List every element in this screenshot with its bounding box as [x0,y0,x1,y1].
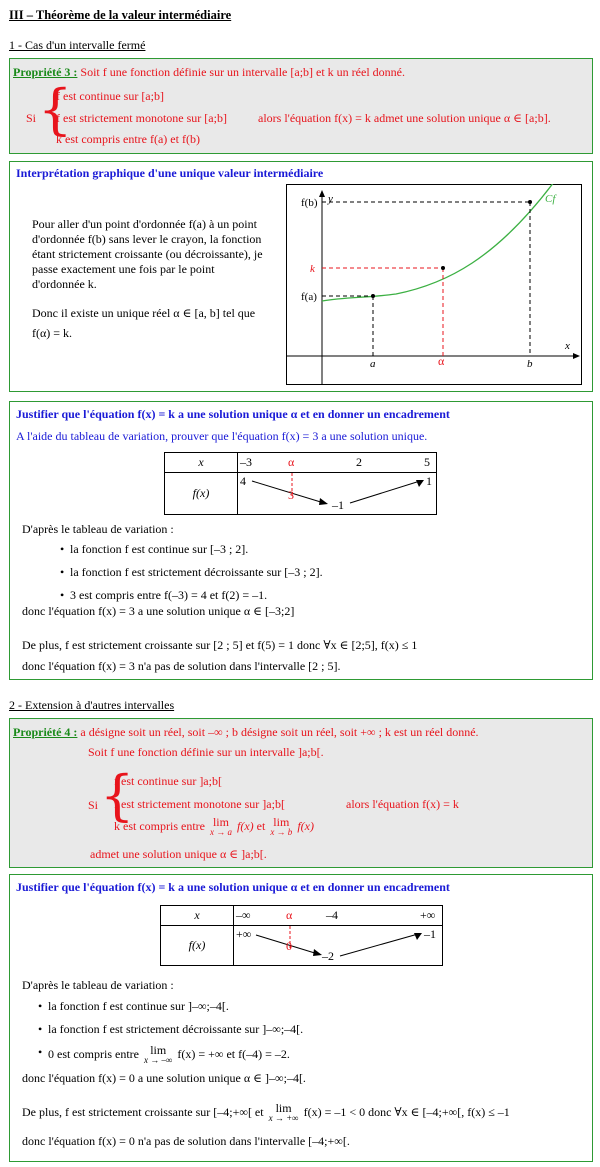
justification1-bullet-3: • 3 est compris entre f(–3) = 4 et f(2) = –1. [60,588,323,603]
vt1-fx-row [238,473,437,515]
justification-box-1 [9,401,593,680]
interpretation-paragraph1: Pour aller d'un point d'ordonnée f(a) à un point d'ordonnée f(b) sans lever le crayon, la fonction étant strictement croissante (ou décroissante), je passe exactement une fois par le point d'ordonnée k. [32,217,263,291]
a-tick-label: a [370,358,376,370]
property4-last-line: admet une solution unique α ∈ ]a;b[. [90,847,267,861]
fa-label: f(a) [301,291,317,303]
justification2-conclusion1: donc l'équation f(x) = 0 a une solution unique α ∈ ]–∞;–4[. [22,1071,306,1085]
justification1-conclusion2: donc l'équation f(x) = 3 n'a pas de solution dans l'intervalle [2 ; 5]. [22,659,341,673]
property4-box [9,718,593,868]
justification2-heading: Justifier que l'équation f(x) = k a une solution unique α et en donner un encadrement [16,880,450,894]
curve-label: Cf [545,193,556,205]
variation-table-1 [164,452,437,515]
vt1-x-val-2: 2 [356,455,362,469]
property4-cond3: k est compris entre lim x → a f(x) et lim x → b f(x) [114,815,314,837]
vt1-f-val-2: –1 [332,498,344,512]
vt1-fx-header: f(x) [165,473,238,515]
vt2-x-header: x [161,906,234,926]
vt2-f-val-3: –1 [424,927,436,941]
property3-cond1: f est continue sur [a;b] [56,89,164,103]
property4-line2: Soit f une fonction définie sur un intervalle ]a;b[. [88,745,324,759]
limit-minus-infinity: lim x → –∞ [143,1043,173,1065]
justification2-bullet-1: • la fonction f est continue sur ]–∞;–4[. [38,999,303,1014]
justification2-bullet-3: • 0 est compris entre lim x → –∞ f(x) = +∞ et f(–4) = –2. [38,1045,303,1065]
justification2-intro: D'après le tableau de variation : [22,978,174,992]
point-b [528,200,532,204]
property3-cond2: f est strictement monotone sur [a;b] [56,111,227,125]
vt2-x-row [234,906,443,926]
intermediate-value-graph [286,184,582,385]
vt1-x-header: x [165,453,238,473]
interpretation-box [9,161,593,392]
alpha-tick-label: α [438,354,445,368]
vt1-x-val-alpha: α [288,455,295,469]
vt2-arrows [234,926,442,966]
increasing-arrow [340,934,418,956]
vt1-f-val-3: 1 [426,474,432,488]
vt1-x-val-0: –3 [240,455,252,469]
k-label: k [310,263,315,275]
vt2-x-val-2: –4 [326,908,338,922]
justification2-plus: De plus, f est strictement croissante sur [–4;+∞[ et lim x → +∞ f(x) = –1 < 0 donc ∀x ∈ [–4;+∞[, f(x) ≤ –1 [22,1101,510,1123]
fb-label: f(b) [301,197,318,209]
justification-box-2 [9,874,593,1162]
vt1-f-val-0: 4 [240,474,246,488]
property4-cond1: f est continue sur ]a;b[ [114,774,222,788]
property4-si: Si [88,798,99,812]
limit-a: lim x → a [209,815,232,837]
interpretation-heading: Interprétation graphique d'une unique valeur intermédiaire [16,166,324,180]
left-brace-icon: { [38,78,73,141]
justification1-intro: D'après le tableau de variation : [22,522,174,536]
arrow-head-icon [416,480,424,487]
vt2-f-val-alpha: 0 [286,939,292,953]
page-title: III – Théorème de la valeur intermédiaire [9,8,232,22]
point-a [371,294,375,298]
y-axis-label: y [328,193,333,205]
justification1-question: A l'aide du tableau de variation, prouver que l'équation f(x) = 3 a une solution unique. [16,429,428,443]
section2-heading: 2 - Extension à d'autres intervalles [9,698,175,712]
vt1-x-row [238,453,437,473]
section1-heading: 1 - Cas d'un intervalle fermé [9,38,146,52]
justification1-bullets [60,542,323,611]
property3-si: Si [26,111,37,125]
vt2-x-val-alpha: α [286,908,293,922]
variation-table-2 [160,905,443,966]
property3-intro: Soit f une fonction définie sur un intervalle [a;b] et k un réel donné. [80,65,405,79]
arrow-head-icon [414,933,422,940]
vt1-x-val-3: 5 [424,455,430,469]
vt2-f-val-2: –2 [322,949,334,963]
b-tick-label: b [527,358,533,370]
justification2-bullet-2: • la fonction f est strictement décroissante sur ]–∞;–4[. [38,1022,303,1037]
property3-box [9,58,593,154]
limit-plus-infinity: lim x → +∞ [268,1101,299,1123]
justification1-bullet-1: • la fonction f est continue sur [–3 ; 2]. [60,542,323,557]
property4-conclusion: alors l'équation f(x) = k [346,797,459,811]
vt2-f-val-0: +∞ [236,927,252,941]
justification2-conclusion2: donc l'équation f(x) = 0 n'a pas de solution dans l'intervalle [–4;+∞[. [22,1134,350,1148]
x-axis-label: x [565,340,570,352]
vt2-fx-header: f(x) [161,926,234,966]
vt2-x-val-3: +∞ [420,908,436,922]
justification1-conclusion1: donc l'équation f(x) = 3 a une solution unique α ∈ [–3;2] [22,604,295,618]
property3-label: Propriété 3 : [13,65,78,79]
increasing-arrow [350,481,420,503]
property4-cond2: f est strictement monotone sur ]a;b[ [114,797,285,811]
arrow-head-icon [319,498,328,505]
vt2-fx-row [234,926,443,966]
justification1-plus: De plus, f est strictement croissante sur [2 ; 5] et f(5) = 1 donc ∀x ∈ [2;5], f(x) ≤ 1 [22,638,418,652]
justification1-heading: Justifier que l'équation f(x) = k a une solution unique α et en donner un encadrement [16,407,450,421]
justification1-bullet-2: • la fonction f est strictement décroissante sur [–3 ; 2]. [60,565,323,580]
limit-b: lim x → b [270,815,293,837]
point-alpha [441,266,445,270]
property3-conclusion: alors l'équation f(x) = k admet une solution unique α ∈ [a;b]. [258,111,551,125]
vt1-f-val-alpha: 3 [288,488,294,502]
vt2-x-val-0: –∞ [236,908,251,922]
interpretation-paragraph2: Donc il existe un unique réel α ∈ [a, b] tel que f(α) = k. [32,306,256,340]
property4-label: Propriété 4 : [13,725,78,739]
justification2-bullets [38,999,303,1073]
arrow-head-icon [313,949,322,956]
left-brace-icon: { [100,764,135,827]
property4-intro: a désigne soit un réel, soit –∞ ; b désigne soit un réel, soit +∞ ; k est un réel donné. [80,725,479,739]
property3-cond3: k est compris entre f(a) et f(b) [56,132,200,146]
